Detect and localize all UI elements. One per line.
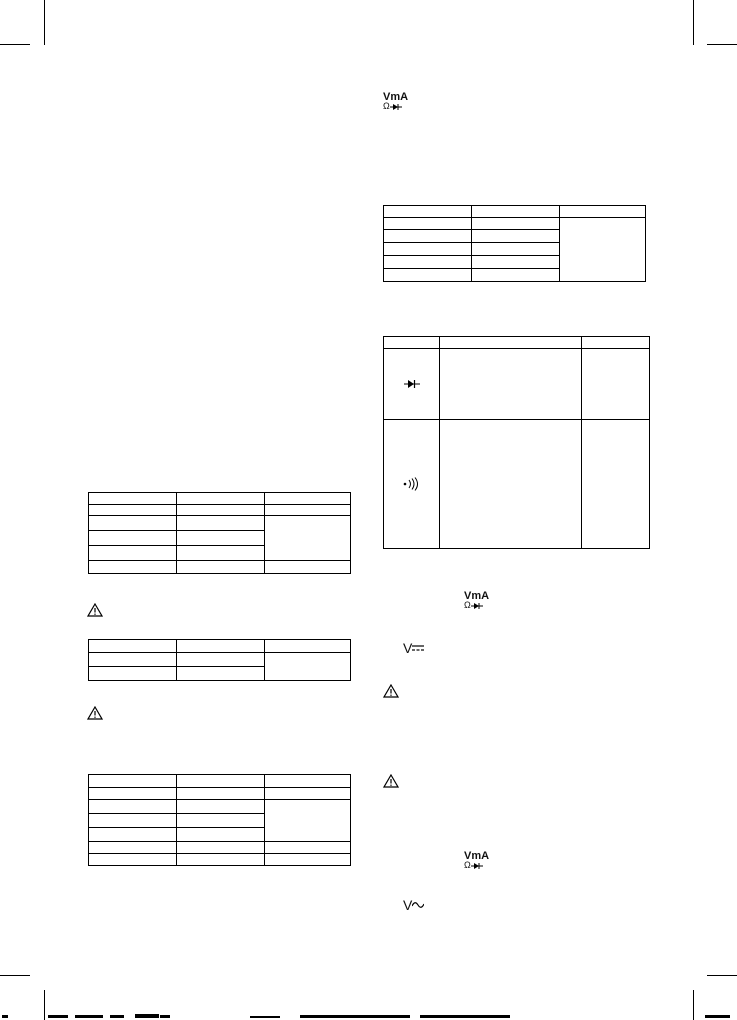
dc-voltage-icon [403, 640, 424, 656]
ac-wave-icon [412, 900, 424, 910]
vma-terminal-symbol [383, 92, 408, 111]
crop-mark [0, 975, 30, 976]
diode-cell [384, 349, 440, 420]
diode-icon [390, 103, 402, 111]
diode-icon [471, 602, 483, 610]
warning-triangle-icon [87, 603, 103, 617]
ac-voltage-icon [403, 897, 424, 913]
spec-table-4 [383, 205, 646, 282]
continuity-sound-icon [403, 477, 421, 491]
warning-triangle-icon [383, 684, 399, 698]
warning-triangle-icon [87, 706, 103, 720]
warning-triangle-icon [383, 774, 399, 788]
diode-icon [471, 862, 483, 870]
crop-mark [0, 44, 30, 45]
spec-table-3 [88, 774, 351, 866]
vma-terminal-symbol [464, 851, 489, 870]
crop-mark [44, 0, 45, 45]
crop-mark [707, 44, 737, 45]
crop-mark [693, 0, 694, 45]
crop-mark [707, 975, 737, 976]
spec-table-1 [88, 492, 351, 574]
ohm-label: Ω [464, 600, 471, 610]
ac-voltage-letter: V [403, 897, 413, 913]
vma-label: VmA [383, 91, 409, 103]
vma-label: VmA [464, 590, 490, 602]
dc-symbol-icon [412, 643, 424, 653]
ohm-label: Ω [383, 101, 390, 111]
vma-label: VmA [464, 850, 490, 862]
vma-terminal-symbol [464, 591, 489, 610]
diode-icon [404, 379, 420, 389]
ohm-label: Ω [464, 860, 471, 870]
dc-voltage-letter: V [403, 640, 413, 656]
function-table [383, 336, 650, 549]
continuity-cell [384, 420, 440, 549]
print-slug-strip [0, 1012, 737, 1020]
spec-table-2 [88, 639, 351, 681]
